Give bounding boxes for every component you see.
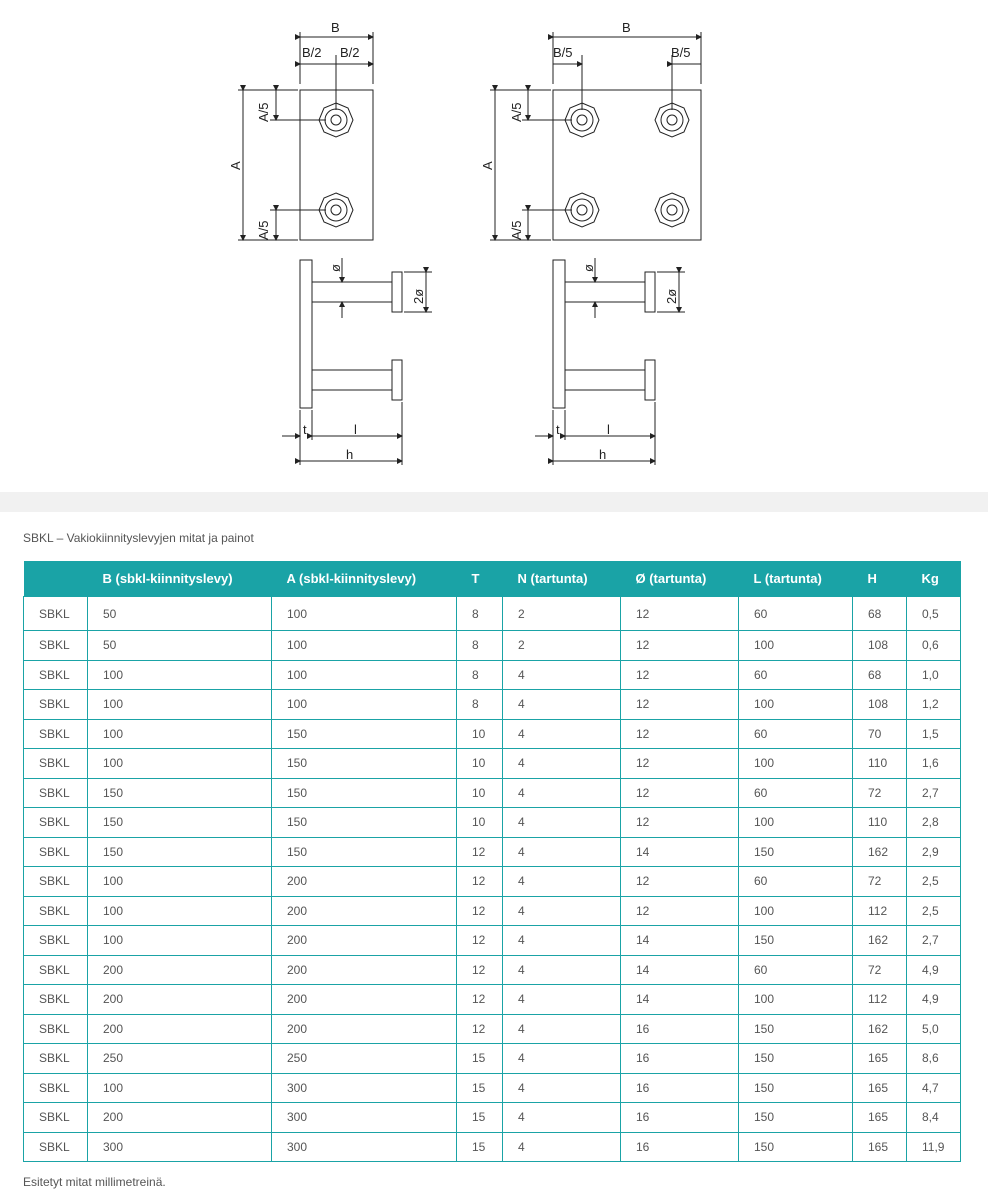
table-cell: 150 — [739, 1073, 853, 1103]
table-cell: 14 — [621, 955, 739, 985]
label-a5-left-1: A/5 — [256, 102, 271, 122]
label-t-right: t — [556, 422, 560, 437]
label-dia-right: ø — [581, 264, 596, 272]
table-cell: 100 — [88, 896, 272, 926]
table-cell: 12 — [457, 985, 503, 1015]
table-cell: 2,5 — [907, 867, 961, 897]
table-cell: 100 — [272, 597, 457, 631]
table-cell: 108 — [853, 690, 907, 720]
technical-drawing-svg — [0, 0, 988, 492]
table-cell: 2,5 — [907, 896, 961, 926]
spec-table — [23, 561, 961, 1162]
table-cell: 12 — [457, 837, 503, 867]
table-cell: 200 — [272, 985, 457, 1015]
table-cell: 1,5 — [907, 719, 961, 749]
table-cell: 12 — [621, 631, 739, 661]
table-cell: 10 — [457, 719, 503, 749]
table-cell: 14 — [621, 837, 739, 867]
table-row — [24, 896, 961, 926]
table-cell: SBKL — [24, 837, 88, 867]
table-cell: 50 — [88, 631, 272, 661]
table-cell: 200 — [88, 955, 272, 985]
table-row — [24, 660, 961, 690]
table-cell: 100 — [272, 690, 457, 720]
table-cell: 100 — [88, 926, 272, 956]
table-cell: SBKL — [24, 1073, 88, 1103]
table-cell: 150 — [272, 749, 457, 779]
label-a-left: A — [228, 161, 243, 170]
table-cell: 200 — [88, 1103, 272, 1133]
table-cell: 100 — [88, 867, 272, 897]
table-cell: 16 — [621, 1132, 739, 1162]
table-cell: 12 — [621, 808, 739, 838]
table-row — [24, 1014, 961, 1044]
table-cell: SBKL — [24, 926, 88, 956]
table-cell: 14 — [621, 985, 739, 1015]
table-cell: 50 — [88, 597, 272, 631]
table-cell: 4 — [503, 985, 621, 1015]
table-cell: 162 — [853, 926, 907, 956]
table-cell: SBKL — [24, 1044, 88, 1074]
table-cell: 100 — [88, 719, 272, 749]
table-cell: 8 — [457, 690, 503, 720]
table-body — [24, 597, 961, 1162]
table-cell: SBKL — [24, 690, 88, 720]
table-cell: 150 — [272, 778, 457, 808]
table-cell: 4,9 — [907, 985, 961, 1015]
table-cell: 300 — [272, 1073, 457, 1103]
table-cell: 60 — [739, 597, 853, 631]
table-cell: 1,6 — [907, 749, 961, 779]
table-cell: 150 — [88, 808, 272, 838]
table-cell: 150 — [272, 719, 457, 749]
table-cell: 4,9 — [907, 955, 961, 985]
table-cell: 16 — [621, 1103, 739, 1133]
table-cell: 110 — [853, 749, 907, 779]
table-cell: 110 — [853, 808, 907, 838]
label-b2-left-2: B/2 — [340, 45, 360, 60]
table-cell: 150 — [272, 837, 457, 867]
table-cell: 12 — [457, 1014, 503, 1044]
table-cell: 68 — [853, 597, 907, 631]
table-cell: 4 — [503, 1014, 621, 1044]
table-cell: 16 — [621, 1073, 739, 1103]
table-cell: 200 — [272, 955, 457, 985]
label-a5-right-1: A/5 — [509, 102, 524, 122]
column-header: Ø (tartunta) — [621, 561, 739, 597]
table-row — [24, 926, 961, 956]
table-row — [24, 597, 961, 631]
section-divider — [0, 492, 988, 512]
table-cell: 150 — [739, 1103, 853, 1133]
table-cell: 4 — [503, 1044, 621, 1074]
column-header: H — [853, 561, 907, 597]
table-row — [24, 690, 961, 720]
table-cell: 12 — [621, 719, 739, 749]
table-row — [24, 837, 961, 867]
table-row — [24, 985, 961, 1015]
label-h-left: h — [346, 447, 354, 462]
table-cell: 2,8 — [907, 808, 961, 838]
table-cell: 60 — [739, 778, 853, 808]
table-cell: SBKL — [24, 631, 88, 661]
table-cell: 10 — [457, 778, 503, 808]
table-cell: 5,0 — [907, 1014, 961, 1044]
table-cell: 0,5 — [907, 597, 961, 631]
table-cell: 68 — [853, 660, 907, 690]
label-l-right: l — [607, 422, 610, 437]
table-cell: SBKL — [24, 867, 88, 897]
column-header: A (sbkl-kiinnityslevy) — [272, 561, 457, 597]
table-cell: 100 — [272, 631, 457, 661]
table-cell: 200 — [272, 1014, 457, 1044]
table-cell: 200 — [272, 896, 457, 926]
table-cell: 100 — [88, 1073, 272, 1103]
table-cell: 12 — [457, 867, 503, 897]
table-cell: 150 — [739, 1132, 853, 1162]
table-cell: 8,6 — [907, 1044, 961, 1074]
right-plate — [553, 90, 701, 240]
table-cell: 100 — [88, 749, 272, 779]
table-row — [24, 719, 961, 749]
label-t-left: t — [303, 422, 307, 437]
table-header-row — [24, 561, 961, 597]
table-cell: 4,7 — [907, 1073, 961, 1103]
table-cell: 100 — [88, 690, 272, 720]
table-cell: 300 — [272, 1132, 457, 1162]
table-cell: 4 — [503, 778, 621, 808]
table-row — [24, 631, 961, 661]
label-2dia-left: 2ø — [411, 288, 426, 304]
label-b-right: B — [622, 20, 631, 35]
left-plate — [300, 90, 373, 240]
table-cell: 14 — [621, 926, 739, 956]
table-cell: 2,9 — [907, 837, 961, 867]
table-cell: 150 — [739, 1014, 853, 1044]
table-cell: 4 — [503, 867, 621, 897]
column-header: N (tartunta) — [503, 561, 621, 597]
table-cell: 4 — [503, 1132, 621, 1162]
table-cell: 16 — [621, 1014, 739, 1044]
column-header — [24, 561, 88, 597]
table-cell: 4 — [503, 955, 621, 985]
table-cell: 15 — [457, 1132, 503, 1162]
table-cell: 4 — [503, 896, 621, 926]
table-cell: 12 — [621, 690, 739, 720]
label-a5-left-2: A/5 — [256, 220, 271, 240]
table-cell: 100 — [272, 660, 457, 690]
table-cell: 60 — [739, 719, 853, 749]
table-cell: SBKL — [24, 660, 88, 690]
table-cell: 12 — [621, 749, 739, 779]
table-cell: 10 — [457, 749, 503, 779]
table-cell: 4 — [503, 926, 621, 956]
table-cell: 2,7 — [907, 926, 961, 956]
label-l-left: l — [354, 422, 357, 437]
table-cell: 250 — [88, 1044, 272, 1074]
right-section-plate — [553, 260, 565, 408]
table-cell: 12 — [621, 867, 739, 897]
table-cell: 150 — [739, 837, 853, 867]
table-cell: 12 — [621, 660, 739, 690]
label-b5-right-2: B/5 — [671, 45, 691, 60]
table-cell: 0,6 — [907, 631, 961, 661]
table-cell: 1,2 — [907, 690, 961, 720]
table-cell: 1,0 — [907, 660, 961, 690]
table-cell: SBKL — [24, 1103, 88, 1133]
table-cell: 72 — [853, 867, 907, 897]
table-cell: 12 — [457, 896, 503, 926]
table-cell: 150 — [272, 808, 457, 838]
table-cell: 100 — [739, 896, 853, 926]
table-cell: 72 — [853, 955, 907, 985]
table-cell: 165 — [853, 1103, 907, 1133]
table-cell: 12 — [621, 896, 739, 926]
table-cell: 165 — [853, 1132, 907, 1162]
left-section-plate — [300, 260, 312, 408]
table-cell: 4 — [503, 719, 621, 749]
table-cell: 4 — [503, 749, 621, 779]
table-cell: 100 — [739, 631, 853, 661]
label-a-right: A — [480, 161, 495, 170]
label-b-left: B — [331, 20, 340, 35]
table-row — [24, 1073, 961, 1103]
table-cell: 60 — [739, 867, 853, 897]
table-row — [24, 1103, 961, 1133]
table-cell: 72 — [853, 778, 907, 808]
footnote: Esitetyt mitat millimetreinä. — [23, 1175, 166, 1189]
table-cell: 100 — [739, 808, 853, 838]
table-cell: 4 — [503, 690, 621, 720]
technical-drawing — [0, 0, 988, 492]
table-cell: 200 — [88, 1014, 272, 1044]
table-row — [24, 867, 961, 897]
table-cell: 162 — [853, 1014, 907, 1044]
column-header: Kg — [907, 561, 961, 597]
table-cell: 4 — [503, 1073, 621, 1103]
table-cell: 60 — [739, 660, 853, 690]
table-cell: 150 — [88, 778, 272, 808]
table-cell: 250 — [272, 1044, 457, 1074]
table-cell: 8 — [457, 660, 503, 690]
table-cell: 8 — [457, 631, 503, 661]
table-cell: SBKL — [24, 1014, 88, 1044]
table-cell: 200 — [272, 926, 457, 956]
table-cell: 12 — [621, 597, 739, 631]
table-cell: SBKL — [24, 808, 88, 838]
table-row — [24, 1044, 961, 1074]
label-b5-right-1: B/5 — [553, 45, 573, 60]
table-cell: 100 — [739, 690, 853, 720]
table-cell: SBKL — [24, 955, 88, 985]
table-cell: 8,4 — [907, 1103, 961, 1133]
table-cell: 300 — [272, 1103, 457, 1133]
table-cell: 150 — [88, 837, 272, 867]
table-caption: SBKL – Vakiokiinnityslevyjen mitat ja painot — [23, 531, 254, 545]
label-2dia-right: 2ø — [664, 288, 679, 304]
table-cell: 11,9 — [907, 1132, 961, 1162]
table-cell: SBKL — [24, 896, 88, 926]
table-cell: 12 — [621, 778, 739, 808]
table-cell: 12 — [457, 955, 503, 985]
table-cell: 15 — [457, 1044, 503, 1074]
table-cell: 2 — [503, 631, 621, 661]
table-cell: SBKL — [24, 597, 88, 631]
table-cell: 2 — [503, 597, 621, 631]
table-cell: SBKL — [24, 749, 88, 779]
table-cell: 8 — [457, 597, 503, 631]
label-a5-right-2: A/5 — [509, 220, 524, 240]
table-cell: SBKL — [24, 1132, 88, 1162]
table-cell: 150 — [739, 926, 853, 956]
table-cell: 100 — [739, 985, 853, 1015]
table-row — [24, 778, 961, 808]
table-cell: 100 — [739, 749, 853, 779]
table-cell: 60 — [739, 955, 853, 985]
table-cell: SBKL — [24, 985, 88, 1015]
table-cell: 2,7 — [907, 778, 961, 808]
table-cell: 10 — [457, 808, 503, 838]
table-cell: 165 — [853, 1073, 907, 1103]
column-header: B (sbkl-kiinnityslevy) — [88, 561, 272, 597]
label-b2-left-1: B/2 — [302, 45, 322, 60]
column-header: L (tartunta) — [739, 561, 853, 597]
table-cell: 70 — [853, 719, 907, 749]
table-cell: SBKL — [24, 719, 88, 749]
table-cell: 108 — [853, 631, 907, 661]
table-cell: 100 — [88, 660, 272, 690]
table-cell: 15 — [457, 1103, 503, 1133]
table-cell: 200 — [88, 985, 272, 1015]
table-cell: 12 — [457, 926, 503, 956]
label-h-right: h — [599, 447, 607, 462]
table-cell: 15 — [457, 1073, 503, 1103]
label-dia-left: ø — [328, 264, 343, 272]
table-row — [24, 955, 961, 985]
table-cell: 16 — [621, 1044, 739, 1074]
table-row — [24, 749, 961, 779]
table-cell: 112 — [853, 896, 907, 926]
table-cell: 112 — [853, 985, 907, 1015]
table-cell: 4 — [503, 837, 621, 867]
table-cell: SBKL — [24, 778, 88, 808]
table-cell: 162 — [853, 837, 907, 867]
table-cell: 4 — [503, 1103, 621, 1133]
table-cell: 200 — [272, 867, 457, 897]
column-header: T — [457, 561, 503, 597]
table-row — [24, 808, 961, 838]
table-cell: 150 — [739, 1044, 853, 1074]
table-cell: 4 — [503, 660, 621, 690]
table-cell: 165 — [853, 1044, 907, 1074]
table-cell: 300 — [88, 1132, 272, 1162]
table-cell: 4 — [503, 808, 621, 838]
table-row — [24, 1132, 961, 1162]
